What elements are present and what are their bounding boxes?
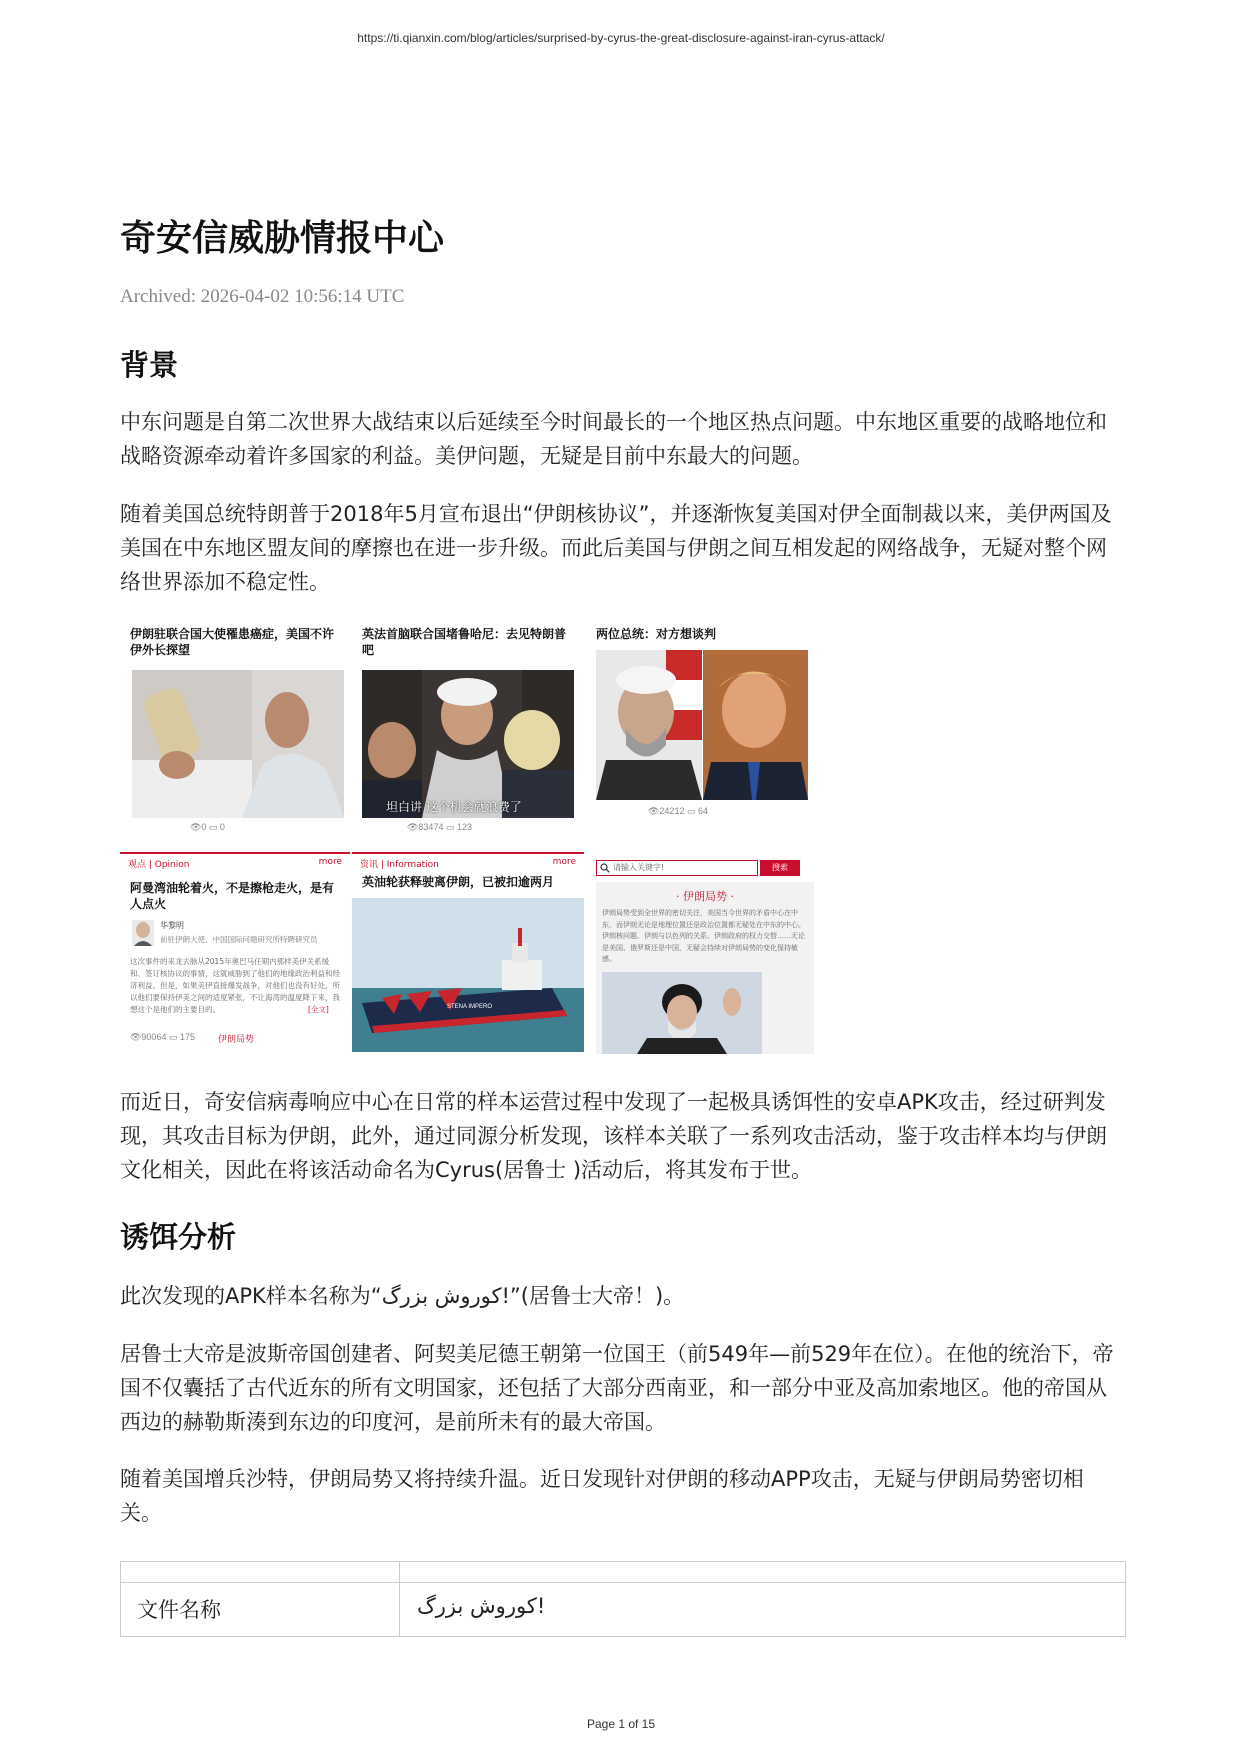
search-box[interactable] [596,860,758,876]
topic-body: 伊朗局势受到全世界的密切关注，美国当今世界的矛盾中心在中东，而伊朗无论是地理位置还是政治位置都无疑处在中东的中心。伊朗核问题、伊朗与以色列的关系、伊朗政府的权力交替……无论是美国、俄罗斯还是中国，无疑会持续对伊朗局势的变化保持敏感。 [602,909,805,963]
leaders-meeting-photo [362,670,574,818]
topic-link[interactable]: 伊朗局势 [218,1035,255,1045]
ship-name: STENA IMPERO [447,1004,493,1010]
lure-paragraph-1: 此次发现的APK样本名称为“کوروش بزرگ!”(居鲁士大帝！)。 [120,1284,685,1308]
hospital-photo [132,670,344,818]
table-header-row [121,1562,1125,1583]
lure-paragraph-3: 随着美国增兵沙特，伊朗局势又将持续升温。近日发现针对伊朗的移动APP攻击，无疑与伊朗局势密切相关。 [120,1467,1084,1525]
news-panel-iran-situation [586,852,825,1054]
news-panel-opinion [120,852,350,1052]
panel-title: 英油轮获释驶离伊朗，已被扣逾两月 [362,875,555,889]
news-panel-ambassador [120,620,350,838]
opinion-tagbar [120,852,350,872]
panel-stats: 👁24212 ▭ 64 [648,806,708,816]
tag-label: 资讯 | Information [360,860,439,870]
full-text-link[interactable]: [全文] [308,1005,329,1014]
file-name-label: 文件名称 [137,1598,221,1622]
content-box [596,882,814,1054]
video-caption: 坦白讲 这个机会就浪费了 [386,800,522,814]
tanker-photo [352,898,584,1052]
search-icon [600,863,610,873]
tag-label: 观点 | Opinion [128,860,190,870]
panel-stats: 👁0 ▭ 0 [190,822,225,832]
panel-title: 伊朗驻联合国大使罹患癌症，美国不许伊外长探望 [130,627,335,657]
panel-title: 两位总统：对方想谈判 [596,627,717,641]
page-number: Page 1 of 15 [586,1717,656,1731]
opinion-body: 这次事件的来龙去脉从2015年奥巴马任期内那样美伊关系缓和、签订核协议的事情，这就威胁到了他们的地缘政治利益和经济利益。但是，如果美伊直接爆发战争，对他们也没有好处，所以他们要保持伊美之间的适度紧张，不让海湾的温度降下来，我想这个是他们的主要目的。 [130,957,340,1014]
author-avatar [132,920,154,946]
archive-url: https://ti.qianxin.com/blog/articles/surprised-by-cyrus-the-great-disclosure-against-iran-cyrus-attack/ [357,31,885,45]
panel-stats: 👁90064 ▭ 175 [130,1032,195,1042]
author-name: 华黎明 [160,921,184,930]
lure-paragraph-2: 居鲁士大帝是波斯帝国创建者、阿契美尼德王朝第一位国王（前549年—前529年在位）。在他的统治下，帝国不仅囊括了古代近东的所有文明国家，还包括了大部分西南亚，和一部分中亚及高加索地区。他的帝国从西边的赫勒斯湊到东边的印度河，是前所未有的最大帝国。 [120,1342,1114,1434]
file-name-value: کوروش بزرگ! [417,1594,546,1618]
background-paragraph-2: 随着美国总统特朗普于2018年5月宣布退出“伊朗核协议”，并逐渐恢复美国对伊全面制裁以来，美伊两国及美国在中东地区盟友间的摩擦也在进一步升级。而此后美国与伊朗之间互相发起的网络战争，无疑对整个网络世界添加不稳定性。 [120,502,1112,594]
section-heading-lure-analysis: 诱饵分析 [120,1220,237,1254]
archived-timestamp: Archived: 2026-04-02 10:56:14 UTC [120,286,405,307]
section-heading-background: 背景 [120,348,179,382]
background-paragraph-3: 而近日，奇安信病毒响应中心在日常的样本运营过程中发现了一起极具诱饵性的安卓APK攻击，经过研判发现，其攻击目标为伊朗，此外，通过同源分析发现，该样本关联了一系列攻击活动，鉴于攻击样本均与伊朗文化相关，因此在将该活动命名为Cyrus(居鲁士 )活动后，将其发布于世。 [120,1090,1107,1182]
background-paragraph-1: 中东问题是自第二次世界大战结束以后延续至今时间最长的一个地区热点问题。中东地区重要的战略地位和战略资源牵动着许多国家的利益。美伊问题，无疑是目前中东最大的问题。 [120,410,1107,468]
panel-title: 阿曼湾油轮着火，不是擦枪走火，是有人点火 [130,881,335,911]
news-panel-un-meeting [352,620,584,838]
search-button[interactable]: 搜索 [760,860,800,876]
table-column-divider [399,1562,400,1636]
information-tagbar [352,852,584,872]
news-panel-tanker [352,852,584,1052]
search-placeholder: 请输入关键字! [613,863,665,872]
panel-stats: 👁83474 ▭ 123 [407,822,472,832]
more-link[interactable]: more [318,857,342,867]
page-title: 奇安信威胁情报中心 [120,218,445,259]
presidents-photo [596,650,808,800]
topic-heading: · 伊朗局势 · [676,890,734,903]
news-panel-two-presidents [586,620,821,838]
file-info-table [120,1561,1126,1637]
author-description: 前驻伊朗大使、中国国际问题研究所特聘研究员 [160,935,318,944]
cleric-photo [602,972,762,1054]
panel-title: 英法首脑联合国堵鲁哈尼：去见特朗普吧 [362,627,567,657]
news-collage-image [120,620,825,1054]
more-link[interactable]: more [552,857,576,867]
